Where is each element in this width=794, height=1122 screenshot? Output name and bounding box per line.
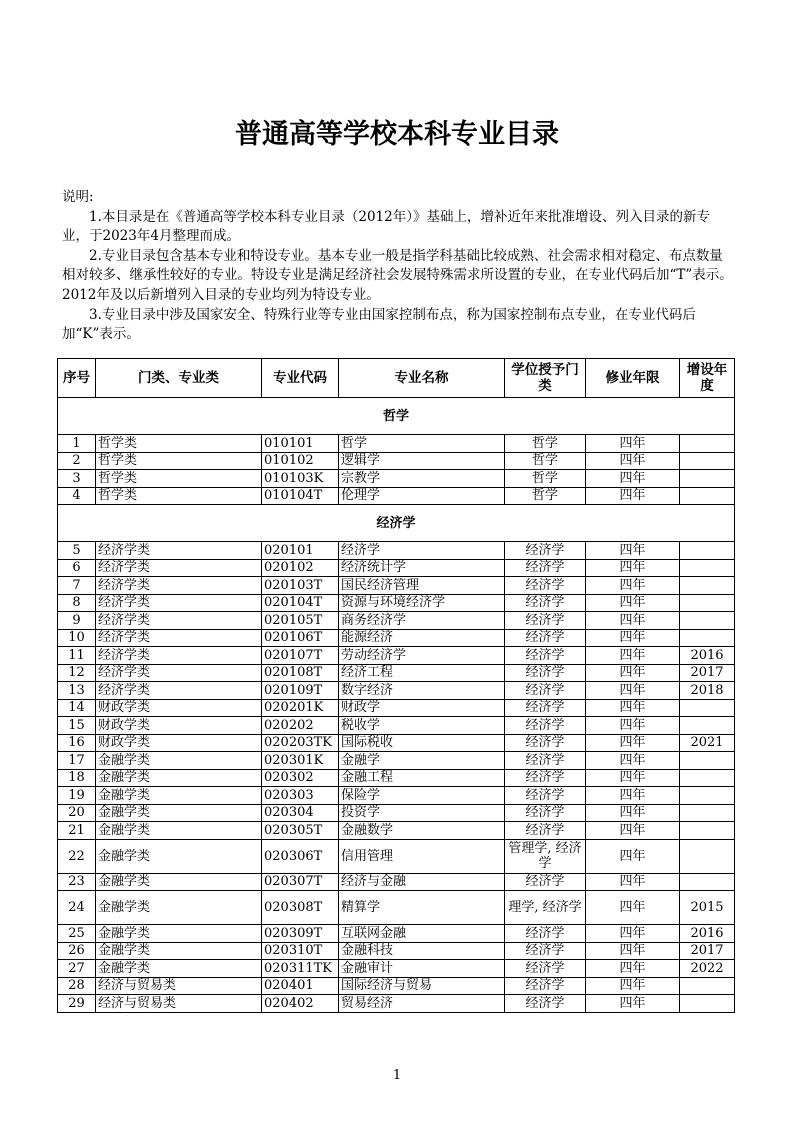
cell-seq: 11 xyxy=(58,647,96,665)
header-seq: 序号 xyxy=(58,359,96,398)
page-title: 普通高等学校本科专业目录 xyxy=(235,119,559,150)
cell-seq: 8 xyxy=(58,594,96,612)
notes xyxy=(62,188,734,345)
cell-years: 四年 xyxy=(586,577,680,595)
cell-years: 四年 xyxy=(586,435,680,453)
cell-seq: 13 xyxy=(58,682,96,700)
cell-added xyxy=(680,752,735,770)
cell-added xyxy=(680,612,735,630)
table-row xyxy=(58,594,735,612)
cell-code: 020304 xyxy=(262,804,339,822)
cell-years: 四年 xyxy=(586,542,680,560)
cell-seq: 7 xyxy=(58,577,96,595)
cell-seq: 29 xyxy=(58,995,96,1013)
table-row xyxy=(58,435,735,453)
cell-name: 金融审计 xyxy=(339,960,505,978)
cell-category: 金融学类 xyxy=(96,804,262,822)
cell-added xyxy=(680,977,735,995)
cell-seq: 27 xyxy=(58,960,96,978)
cell-category: 经济学类 xyxy=(96,594,262,612)
header-code: 专业代码 xyxy=(262,359,339,398)
cell-degree: 经济学 xyxy=(505,942,586,960)
cell-seq: 19 xyxy=(58,787,96,805)
cell-name: 信用管理 xyxy=(339,839,505,873)
cell-code: 020303 xyxy=(262,787,339,805)
cell-seq: 2 xyxy=(58,452,96,470)
cell-name: 能源经济 xyxy=(339,629,505,647)
cell-code: 020311TK xyxy=(262,960,339,978)
cell-category: 金融学类 xyxy=(96,787,262,805)
cell-added xyxy=(680,577,735,595)
cell-name: 国际经济与贸易 xyxy=(339,977,505,995)
cell-added xyxy=(680,470,735,488)
cell-name: 国际税收 xyxy=(339,734,505,752)
cell-years: 四年 xyxy=(586,717,680,735)
cell-category: 财政学类 xyxy=(96,699,262,717)
cell-code: 020301K xyxy=(262,752,339,770)
cell-degree: 经济学 xyxy=(505,977,586,995)
table-row xyxy=(58,577,735,595)
table-row xyxy=(58,717,735,735)
table-row xyxy=(58,925,735,943)
cell-category: 经济与贸易类 xyxy=(96,977,262,995)
cell-code: 020106T xyxy=(262,629,339,647)
cell-code: 010104T xyxy=(262,487,339,505)
cell-seq: 26 xyxy=(58,942,96,960)
cell-years: 四年 xyxy=(586,734,680,752)
table-row xyxy=(58,487,735,505)
header-category: 门类、专业类 xyxy=(96,359,262,398)
cell-years: 四年 xyxy=(586,891,680,925)
table-row xyxy=(58,804,735,822)
cell-name: 国民经济管理 xyxy=(339,577,505,595)
cell-category: 经济与贸易类 xyxy=(96,995,262,1013)
section-title: 哲学 xyxy=(58,398,735,435)
cell-seq: 23 xyxy=(58,873,96,891)
cell-years: 四年 xyxy=(586,487,680,505)
cell-code: 020103T xyxy=(262,577,339,595)
cell-added: 2016 xyxy=(680,647,735,665)
note-item: 1.本目录是在《普通高等学校本科专业目录（2012年）》基础上，增补近年来批准增设、列入目录的新专业，于2023年4月整理而成。 xyxy=(62,208,710,245)
table-row xyxy=(58,542,735,560)
cell-years: 四年 xyxy=(586,995,680,1013)
cell-seq: 3 xyxy=(58,470,96,488)
table-row xyxy=(58,891,735,925)
cell-years: 四年 xyxy=(586,664,680,682)
cell-added: 2017 xyxy=(680,664,735,682)
cell-name: 商务经济学 xyxy=(339,612,505,630)
catalog-table xyxy=(57,358,735,1013)
table-row xyxy=(58,682,735,700)
table-row xyxy=(58,647,735,665)
cell-name: 投资学 xyxy=(339,804,505,822)
cell-added xyxy=(680,452,735,470)
cell-added xyxy=(680,559,735,577)
cell-name: 经济学 xyxy=(339,542,505,560)
page-number: 1 xyxy=(392,1068,402,1083)
cell-category: 经济学类 xyxy=(96,612,262,630)
cell-added: 2021 xyxy=(680,734,735,752)
cell-added xyxy=(680,995,735,1013)
cell-name: 互联网金融 xyxy=(339,925,505,943)
cell-category: 金融学类 xyxy=(96,960,262,978)
cell-degree: 经济学 xyxy=(505,699,586,717)
table-row xyxy=(58,839,735,873)
cell-years: 四年 xyxy=(586,925,680,943)
cell-code: 020201K xyxy=(262,699,339,717)
cell-category: 金融学类 xyxy=(96,769,262,787)
note-item: 2.专业目录包含基本专业和特设专业。基本专业一般是指学科基础比较成熟、社会需求相对稳定、布点数量相对较多、继承性较好的专业。特设专业是满足经济社会发展特殊需求所设置的专业，在专业代码后加“T”表示。2012年及以后新增列入目录的专业均列为特设专业。 xyxy=(62,247,733,303)
cell-degree: 经济学 xyxy=(505,804,586,822)
section-row xyxy=(58,398,735,435)
table-row xyxy=(58,752,735,770)
note-item: 3.专业目录中涉及国家安全、特殊行业等专业由国家控制布点，称为国家控制布点专业，在专业代码后加“K”表示。 xyxy=(62,306,696,343)
cell-category: 经济学类 xyxy=(96,682,262,700)
cell-seq: 25 xyxy=(58,925,96,943)
cell-code: 020105T xyxy=(262,612,339,630)
cell-name: 贸易经济 xyxy=(339,995,505,1013)
header-years: 修业年限 xyxy=(586,359,680,398)
cell-name: 经济工程 xyxy=(339,664,505,682)
cell-added xyxy=(680,873,735,891)
cell-seq: 16 xyxy=(58,734,96,752)
cell-category: 哲学类 xyxy=(96,487,262,505)
cell-degree: 经济学 xyxy=(505,647,586,665)
cell-code: 020203TK xyxy=(262,734,339,752)
cell-category: 金融学类 xyxy=(96,752,262,770)
cell-added xyxy=(680,542,735,560)
cell-seq: 28 xyxy=(58,977,96,995)
cell-degree: 经济学 xyxy=(505,594,586,612)
table-row xyxy=(58,873,735,891)
header-added: 增设年度 xyxy=(680,359,735,398)
cell-degree: 经济学 xyxy=(505,542,586,560)
cell-degree: 经济学 xyxy=(505,612,586,630)
cell-name: 经济与金融 xyxy=(339,873,505,891)
cell-code: 010102 xyxy=(262,452,339,470)
cell-name: 精算学 xyxy=(339,891,505,925)
cell-degree: 经济学 xyxy=(505,960,586,978)
cell-seq: 15 xyxy=(58,717,96,735)
table-row xyxy=(58,942,735,960)
cell-added: 2022 xyxy=(680,960,735,978)
cell-degree: 经济学 xyxy=(505,787,586,805)
table-header-row xyxy=(58,359,735,398)
cell-code: 020108T xyxy=(262,664,339,682)
cell-code: 020102 xyxy=(262,559,339,577)
cell-name: 数字经济 xyxy=(339,682,505,700)
cell-years: 四年 xyxy=(586,682,680,700)
cell-category: 金融学类 xyxy=(96,942,262,960)
cell-years: 四年 xyxy=(586,822,680,840)
cell-years: 四年 xyxy=(586,977,680,995)
table-row xyxy=(58,559,735,577)
cell-years: 四年 xyxy=(586,629,680,647)
cell-years: 四年 xyxy=(586,594,680,612)
cell-degree: 经济学 xyxy=(505,682,586,700)
cell-seq: 18 xyxy=(58,769,96,787)
cell-degree: 管理学, 经济学 xyxy=(505,839,586,873)
table-body xyxy=(58,398,735,1013)
cell-category: 财政学类 xyxy=(96,717,262,735)
cell-name: 财政学 xyxy=(339,699,505,717)
cell-name: 金融工程 xyxy=(339,769,505,787)
table-row xyxy=(58,629,735,647)
cell-name: 资源与环境经济学 xyxy=(339,594,505,612)
cell-category: 哲学类 xyxy=(96,452,262,470)
cell-seq: 10 xyxy=(58,629,96,647)
cell-code: 020307T xyxy=(262,873,339,891)
cell-degree: 经济学 xyxy=(505,559,586,577)
cell-category: 金融学类 xyxy=(96,891,262,925)
cell-name: 哲学 xyxy=(339,435,505,453)
cell-category: 经济学类 xyxy=(96,577,262,595)
cell-degree: 经济学 xyxy=(505,925,586,943)
cell-degree: 经济学 xyxy=(505,822,586,840)
cell-name: 逻辑学 xyxy=(339,452,505,470)
cell-seq: 20 xyxy=(58,804,96,822)
cell-name: 宗教学 xyxy=(339,470,505,488)
cell-seq: 9 xyxy=(58,612,96,630)
cell-seq: 1 xyxy=(58,435,96,453)
cell-code: 020308T xyxy=(262,891,339,925)
cell-code: 020104T xyxy=(262,594,339,612)
cell-code: 020109T xyxy=(262,682,339,700)
cell-seq: 12 xyxy=(58,664,96,682)
cell-category: 金融学类 xyxy=(96,839,262,873)
table-row xyxy=(58,995,735,1013)
table-row xyxy=(58,699,735,717)
cell-category: 金融学类 xyxy=(96,822,262,840)
cell-degree: 经济学 xyxy=(505,769,586,787)
cell-added: 2017 xyxy=(680,942,735,960)
cell-seq: 17 xyxy=(58,752,96,770)
cell-years: 四年 xyxy=(586,699,680,717)
cell-category: 经济学类 xyxy=(96,647,262,665)
table-row xyxy=(58,452,735,470)
cell-name: 税收学 xyxy=(339,717,505,735)
cell-name: 金融学 xyxy=(339,752,505,770)
cell-code: 020306T xyxy=(262,839,339,873)
cell-years: 四年 xyxy=(586,647,680,665)
cell-seq: 21 xyxy=(58,822,96,840)
cell-seq: 22 xyxy=(58,839,96,873)
section-row xyxy=(58,505,735,542)
cell-years: 四年 xyxy=(586,470,680,488)
table-row xyxy=(58,787,735,805)
header-name: 专业名称 xyxy=(339,359,505,398)
cell-seq: 24 xyxy=(58,891,96,925)
cell-degree: 理学, 经济学 xyxy=(505,891,586,925)
cell-added: 2018 xyxy=(680,682,735,700)
cell-added xyxy=(680,717,735,735)
cell-years: 四年 xyxy=(586,612,680,630)
table-row xyxy=(58,470,735,488)
cell-years: 四年 xyxy=(586,942,680,960)
cell-degree: 经济学 xyxy=(505,664,586,682)
cell-added xyxy=(680,629,735,647)
cell-degree: 哲学 xyxy=(505,452,586,470)
cell-code: 020402 xyxy=(262,995,339,1013)
cell-name: 经济统计学 xyxy=(339,559,505,577)
cell-code: 020310T xyxy=(262,942,339,960)
cell-degree: 经济学 xyxy=(505,734,586,752)
cell-code: 020107T xyxy=(262,647,339,665)
cell-seq: 6 xyxy=(58,559,96,577)
cell-category: 经济学类 xyxy=(96,629,262,647)
cell-years: 四年 xyxy=(586,873,680,891)
cell-name: 伦理学 xyxy=(339,487,505,505)
cell-name: 金融数学 xyxy=(339,822,505,840)
cell-code: 010101 xyxy=(262,435,339,453)
notes-heading: 说明: xyxy=(62,189,94,205)
cell-degree: 经济学 xyxy=(505,717,586,735)
cell-category: 经济学类 xyxy=(96,559,262,577)
table-row xyxy=(58,960,735,978)
cell-degree: 哲学 xyxy=(505,435,586,453)
cell-added xyxy=(680,769,735,787)
cell-added xyxy=(680,839,735,873)
cell-added: 2015 xyxy=(680,891,735,925)
cell-code: 010103K xyxy=(262,470,339,488)
cell-years: 四年 xyxy=(586,559,680,577)
cell-degree: 经济学 xyxy=(505,752,586,770)
cell-name: 保险学 xyxy=(339,787,505,805)
cell-code: 020101 xyxy=(262,542,339,560)
cell-added xyxy=(680,787,735,805)
table-row xyxy=(58,769,735,787)
cell-added xyxy=(680,822,735,840)
cell-category: 经济学类 xyxy=(96,664,262,682)
cell-code: 020401 xyxy=(262,977,339,995)
cell-years: 四年 xyxy=(586,752,680,770)
cell-added: 2016 xyxy=(680,925,735,943)
cell-added xyxy=(680,435,735,453)
cell-degree: 经济学 xyxy=(505,873,586,891)
cell-years: 四年 xyxy=(586,787,680,805)
cell-category: 财政学类 xyxy=(96,734,262,752)
cell-code: 020302 xyxy=(262,769,339,787)
cell-code: 020305T xyxy=(262,822,339,840)
cell-category: 哲学类 xyxy=(96,470,262,488)
cell-code: 020309T xyxy=(262,925,339,943)
table-row xyxy=(58,977,735,995)
cell-added xyxy=(680,804,735,822)
cell-years: 四年 xyxy=(586,839,680,873)
cell-seq: 14 xyxy=(58,699,96,717)
table-row xyxy=(58,612,735,630)
cell-category: 经济学类 xyxy=(96,542,262,560)
cell-seq: 5 xyxy=(58,542,96,560)
cell-seq: 4 xyxy=(58,487,96,505)
cell-category: 金融学类 xyxy=(96,873,262,891)
cell-added xyxy=(680,699,735,717)
cell-degree: 哲学 xyxy=(505,487,586,505)
cell-name: 金融科技 xyxy=(339,942,505,960)
table-row xyxy=(58,822,735,840)
cell-name: 劳动经济学 xyxy=(339,647,505,665)
cell-category: 金融学类 xyxy=(96,925,262,943)
cell-years: 四年 xyxy=(586,452,680,470)
cell-degree: 经济学 xyxy=(505,629,586,647)
cell-years: 四年 xyxy=(586,960,680,978)
cell-years: 四年 xyxy=(586,804,680,822)
table-row xyxy=(58,734,735,752)
table-row xyxy=(58,664,735,682)
cell-degree: 经济学 xyxy=(505,995,586,1013)
cell-years: 四年 xyxy=(586,769,680,787)
cell-category: 哲学类 xyxy=(96,435,262,453)
header-degree: 学位授予门类 xyxy=(505,359,586,398)
cell-code: 020202 xyxy=(262,717,339,735)
section-title: 经济学 xyxy=(58,505,735,542)
cell-added xyxy=(680,594,735,612)
cell-added xyxy=(680,487,735,505)
cell-degree: 哲学 xyxy=(505,470,586,488)
cell-degree: 经济学 xyxy=(505,577,586,595)
